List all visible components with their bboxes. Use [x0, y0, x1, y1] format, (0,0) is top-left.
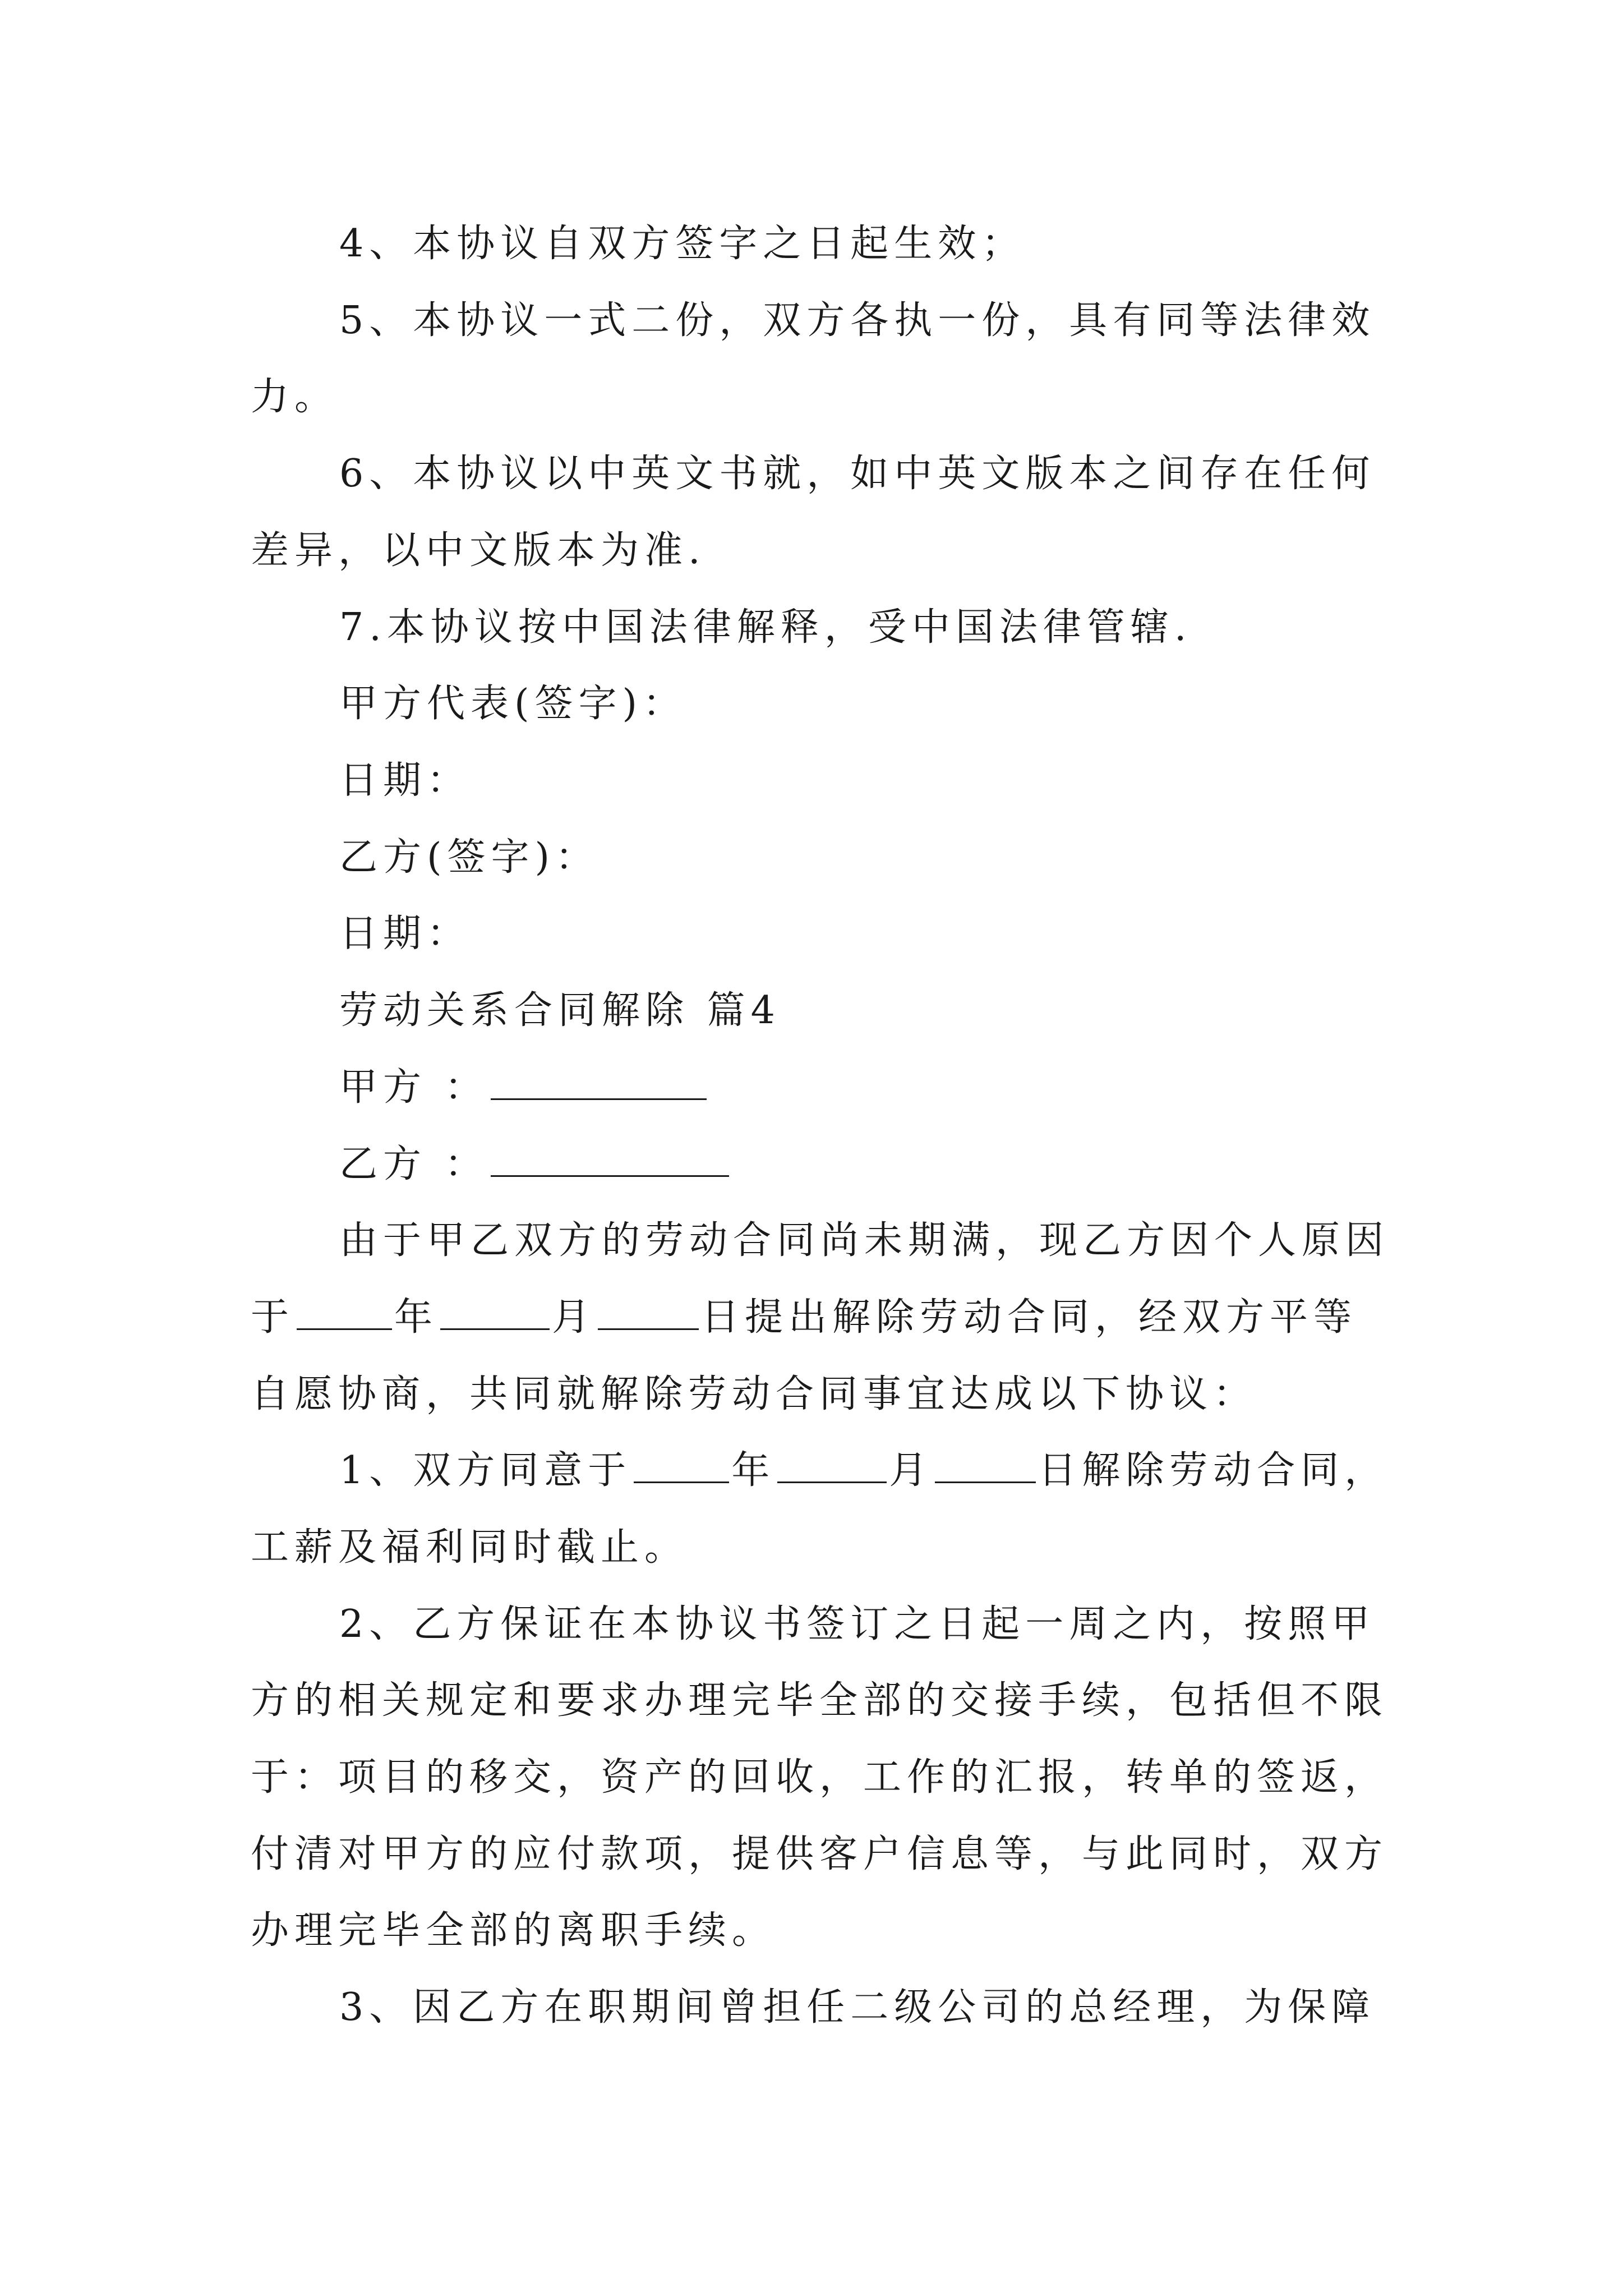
party-a-label: 甲方 ：	[339, 1065, 488, 1110]
preamble-yu: 于	[251, 1295, 295, 1340]
party-b-date-label: 日期：	[339, 912, 471, 956]
clause-6-text-cont: 差异，以中文版本为准.	[251, 528, 706, 573]
agreement-2-text: 2、乙方保证在本协议书签订之日起一周之内，按照甲	[339, 1602, 1376, 1646]
termination-year-label: 年	[731, 1448, 776, 1493]
agreement-1-text	[339, 1448, 1388, 1493]
clause-5-text: 5、本协议一式二份，双方各执一份，具有同等法律效	[339, 298, 1376, 343]
party-a-blank	[491, 1066, 707, 1100]
clause-5-text-cont: 力。	[251, 375, 339, 419]
agreement-2-text-cont-4: 办理完毕全部的离职手续。	[251, 1908, 776, 1953]
year-blank	[297, 1296, 392, 1330]
party-b-label: 乙方 ：	[339, 1142, 488, 1186]
agreement-1-start: 1、双方同意于	[339, 1448, 632, 1493]
agreement-1-text-cont: 工薪及福利同时截止。	[251, 1525, 689, 1570]
agreement-2-text-cont-1: 方的相关规定和要求办理完毕全部的交接手续，包括但不限	[251, 1678, 1389, 1723]
party-b-line	[339, 1142, 731, 1187]
termination-month-label: 月	[889, 1448, 933, 1493]
clause-4-text: 4、本协议自双方签字之日起生效；	[339, 222, 1026, 266]
preamble-text: 由于甲乙双方的劳动合同尚未期满，现乙方因个人原因	[339, 1218, 1390, 1263]
party-b-blank	[491, 1143, 729, 1177]
agreement-1-rest: 日解除劳动合同，	[1038, 1448, 1389, 1493]
day-blank	[598, 1296, 699, 1330]
party-a-date-label: 日期：	[339, 758, 471, 803]
party-a-line	[339, 1065, 709, 1110]
termination-month-blank	[777, 1449, 887, 1483]
preamble-rest: 日提出解除劳动合同，经双方平等	[701, 1295, 1358, 1340]
month-blank	[440, 1296, 550, 1330]
clause-7-text: 7.本协议按中国法律解释，受中国法律管辖.	[339, 605, 1192, 650]
preamble-text-cont	[251, 1295, 1357, 1340]
clause-6-text: 6、本协议以中英文书就，如中英文版本之间存在任何	[339, 452, 1376, 496]
party-a-signature-label: 甲方代表(签字)：	[339, 682, 687, 726]
month-label: 月	[552, 1295, 596, 1340]
termination-day-blank	[935, 1449, 1036, 1483]
termination-year-blank	[634, 1449, 729, 1483]
agreement-3-text: 3、因乙方在职期间曾担任二级公司的总经理，为保障	[339, 1985, 1376, 2030]
section-heading: 劳动关系合同解除 篇4	[339, 988, 781, 1033]
party-b-signature-label: 乙方(签字)：	[339, 835, 600, 880]
agreement-2-text-cont-3: 付清对甲方的应付款项，提供客户信息等，与此同时，双方	[251, 1832, 1389, 1876]
agreement-2-text-cont-2: 于：项目的移交，资产的回收，工作的汇报，转单的签返，	[251, 1755, 1389, 1800]
year-label: 年	[394, 1295, 439, 1340]
preamble-text-end: 自愿协商，共同就解除劳动合同事宜达成以下协议：	[251, 1372, 1257, 1416]
